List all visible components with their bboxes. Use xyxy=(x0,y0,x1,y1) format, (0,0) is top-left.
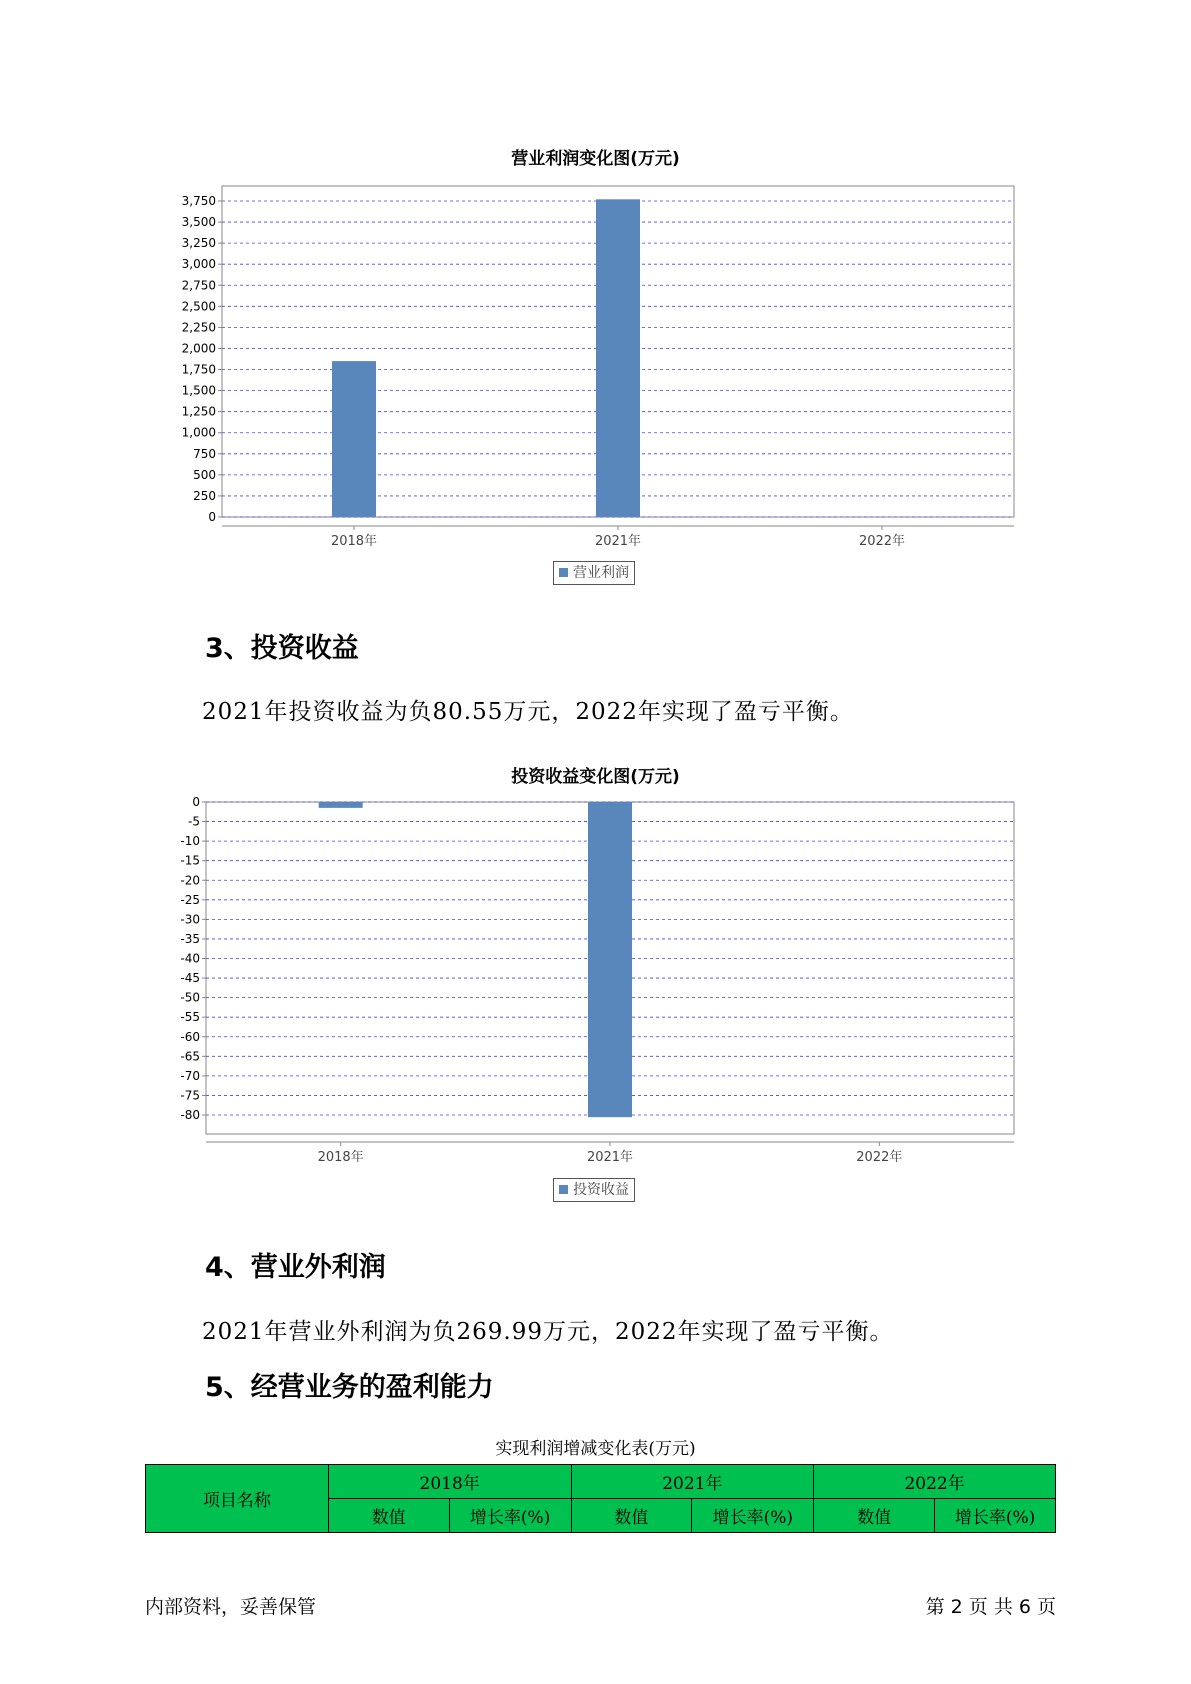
chart1-title: 营业利润变化图(万元) xyxy=(511,149,680,169)
y-tick-label: 750 xyxy=(193,446,216,461)
x-tick-label: 2021年 xyxy=(586,1150,634,1165)
profit-change-table xyxy=(145,1464,1056,1533)
footer-confidential: 内部资料，妥善保管 xyxy=(145,1596,317,1618)
x-tick-label: 2018年 xyxy=(317,1150,364,1165)
x-tick-label: 2018年 xyxy=(330,534,378,549)
y-tick-label: -50 xyxy=(180,990,200,1005)
section-3-text: 2021年投资收益为负80.55万元，2022年实现了盈亏平衡。 xyxy=(202,699,854,725)
footer-page-number: 第 2 页 共 6 页 xyxy=(925,1596,1056,1618)
chart2-title: 投资收益变化图(万元) xyxy=(511,767,680,787)
y-tick-label: -30 xyxy=(180,912,200,927)
section-4-text: 2021年营业外利润为负269.99万元，2022年实现了盈亏平衡。 xyxy=(202,1319,894,1345)
item-name-header: 项目名称 xyxy=(146,1465,329,1533)
y-tick-label: 3,250 xyxy=(181,236,216,251)
y-tick-label: 1,750 xyxy=(181,362,216,377)
y-tick-label: 1,000 xyxy=(181,425,216,440)
y-tick-label: 250 xyxy=(193,488,216,503)
y-tick-label: 3,750 xyxy=(181,194,216,208)
y-tick-label: -60 xyxy=(180,1029,200,1044)
value-header: 数值 xyxy=(814,1499,935,1533)
y-tick-label: -10 xyxy=(180,834,200,849)
year-header-2021: 2021年 xyxy=(571,1465,814,1499)
x-tick-label: 2021年 xyxy=(594,534,642,549)
y-tick-label: 2,750 xyxy=(181,278,216,293)
y-tick-label: 0 xyxy=(192,795,200,809)
growth-header: 增长率(%) xyxy=(449,1499,571,1533)
value-header: 数值 xyxy=(571,1499,692,1533)
year-header-2018: 2018年 xyxy=(328,1465,571,1499)
y-tick-label: 3,000 xyxy=(181,257,216,272)
value-header: 数值 xyxy=(328,1499,449,1533)
y-tick-label: 0 xyxy=(208,510,216,524)
section-4-heading: 4、营业外利润 xyxy=(205,1252,386,1283)
table-header-row xyxy=(146,1465,1056,1499)
table-caption: 实现利润增减变化表(万元) xyxy=(495,1439,696,1459)
y-tick-label: -55 xyxy=(180,1010,200,1025)
growth-header: 增长率(%) xyxy=(935,1499,1056,1533)
legend-label: 营业利润 xyxy=(573,565,629,581)
x-tick-label: 2022年 xyxy=(858,534,906,549)
legend-swatch-icon xyxy=(559,1185,568,1194)
section-5-heading: 5、经营业务的盈利能力 xyxy=(205,1372,494,1403)
legend-label: 投资收益 xyxy=(573,1182,629,1198)
y-tick-label: 2,000 xyxy=(181,341,216,356)
y-tick-label: 500 xyxy=(193,467,216,482)
y-tick-label: -45 xyxy=(180,971,200,986)
y-tick-label: -5 xyxy=(188,814,200,829)
y-tick-label: 3,500 xyxy=(181,215,216,230)
chart2-legend xyxy=(553,1178,635,1202)
year-header-2022: 2022年 xyxy=(814,1465,1056,1499)
y-tick-label: -15 xyxy=(180,853,200,868)
y-tick-label: 2,250 xyxy=(181,320,216,335)
y-tick-label: -80 xyxy=(180,1108,200,1122)
y-tick-label: 2,500 xyxy=(181,299,216,314)
bar-2018年 xyxy=(319,802,363,808)
y-tick-label: 1,250 xyxy=(181,404,216,419)
y-tick-label: -25 xyxy=(180,892,200,907)
y-tick-label: -40 xyxy=(180,951,200,966)
growth-header: 增长率(%) xyxy=(692,1499,814,1533)
section-3-heading: 3、投资收益 xyxy=(205,633,359,664)
y-tick-label: -20 xyxy=(180,873,200,888)
y-tick-label: -70 xyxy=(180,1068,200,1083)
bar-2021年 xyxy=(588,802,632,1117)
x-tick-label: 2022年 xyxy=(856,1150,903,1165)
y-tick-label: -65 xyxy=(180,1049,200,1064)
y-tick-label: -75 xyxy=(180,1088,200,1103)
y-tick-label: 1,500 xyxy=(181,383,216,398)
y-tick-label: -35 xyxy=(180,931,200,946)
